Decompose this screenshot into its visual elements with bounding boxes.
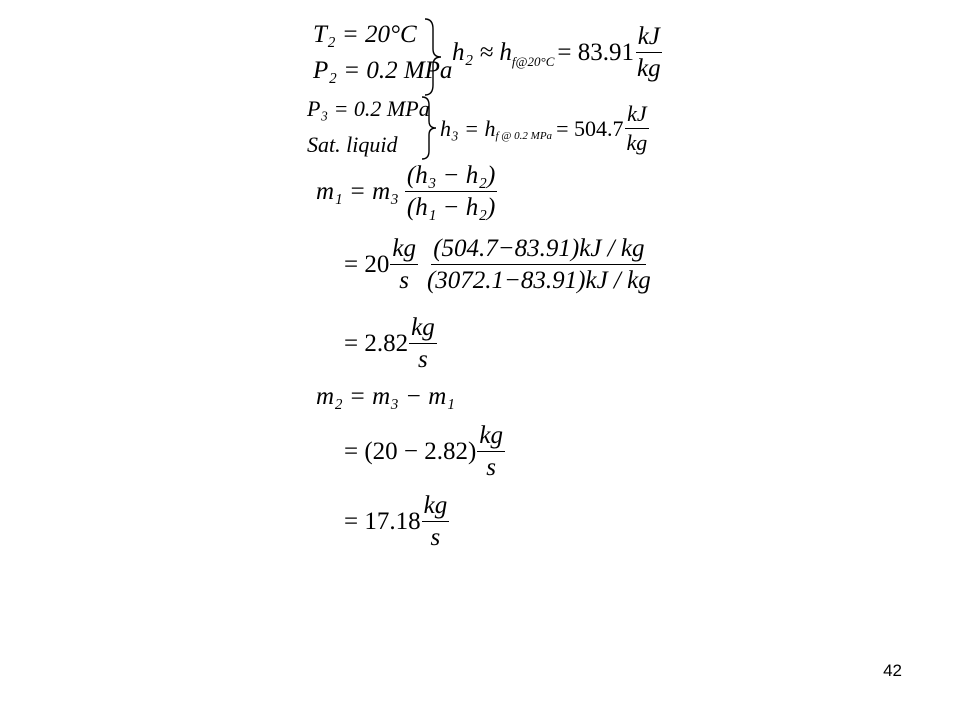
h2-subscript: f@20°C [511, 54, 555, 69]
condition-p2: P₂ = 0.2 MPa [313, 57, 453, 84]
equation-step-3 [344, 423, 506, 480]
h2-unit-den: kg [636, 55, 661, 82]
equation-step-4 [344, 493, 450, 550]
h3-value: = 504.7 [556, 115, 624, 141]
page-number: 42 [883, 661, 902, 680]
h3-subscript: f @ 0.2 MPa [495, 130, 553, 142]
result-h2 [452, 24, 664, 81]
step1-fraction [425, 236, 653, 293]
brace-1 [423, 17, 445, 97]
m1-numerator: (h₃ − h₂) [405, 163, 497, 192]
step3-unit-num: kg [477, 423, 505, 452]
step4-unit-den: s [430, 524, 441, 551]
h3-unit [624, 103, 649, 154]
step1-prefix: = 20 [344, 251, 390, 278]
step4-unit [422, 493, 450, 550]
step1-unit-den: s [399, 267, 410, 294]
result-h3 [440, 103, 650, 154]
step4-unit-num: kg [422, 493, 450, 522]
step3-unit-den: s [486, 454, 497, 481]
h2-unit-num: kJ [636, 24, 662, 53]
condition-t2: T₂ = 20°C [313, 21, 417, 48]
equation-step-2 [344, 315, 438, 372]
condition-p3: P₃ = 0.2 MPa [307, 96, 430, 121]
h3-lhs: h₃ = h [440, 115, 496, 141]
h2-unit [635, 24, 663, 81]
step2-unit-num: kg [409, 315, 437, 344]
step1-numerator: (504.7−83.91)kJ / kg [431, 236, 646, 265]
equation-step-1 [344, 236, 654, 293]
m1-fraction [405, 163, 497, 220]
brace-2 [420, 95, 440, 161]
h2-value: = 83.91 [557, 39, 634, 66]
condition-sat-liquid: Sat. liquid [307, 132, 398, 157]
step1-denominator: (3072.1−83.91)kJ / kg [426, 267, 651, 294]
step2-prefix: = 2.82 [344, 330, 409, 357]
h2-lhs: h₂ ≈ h [452, 39, 512, 66]
step2-unit-den: s [418, 346, 428, 373]
m1-denominator: (h₁ − h₂) [406, 194, 496, 221]
h3-unit-num: kJ [625, 103, 649, 129]
step3-unit [477, 423, 505, 480]
step4-prefix: = 17.18 [344, 508, 421, 535]
step1-unit [390, 236, 418, 293]
step1-unit-num: kg [390, 236, 418, 265]
h3-unit-den: kg [626, 130, 648, 155]
step2-unit [409, 315, 437, 372]
equation-m1 [316, 163, 498, 220]
m1-lhs: m₁ = m₃ [316, 178, 399, 205]
equation-m2: m₂ = m₃ − m₁ [316, 383, 455, 410]
step3-prefix: = (20 − 2.82) [344, 438, 477, 465]
